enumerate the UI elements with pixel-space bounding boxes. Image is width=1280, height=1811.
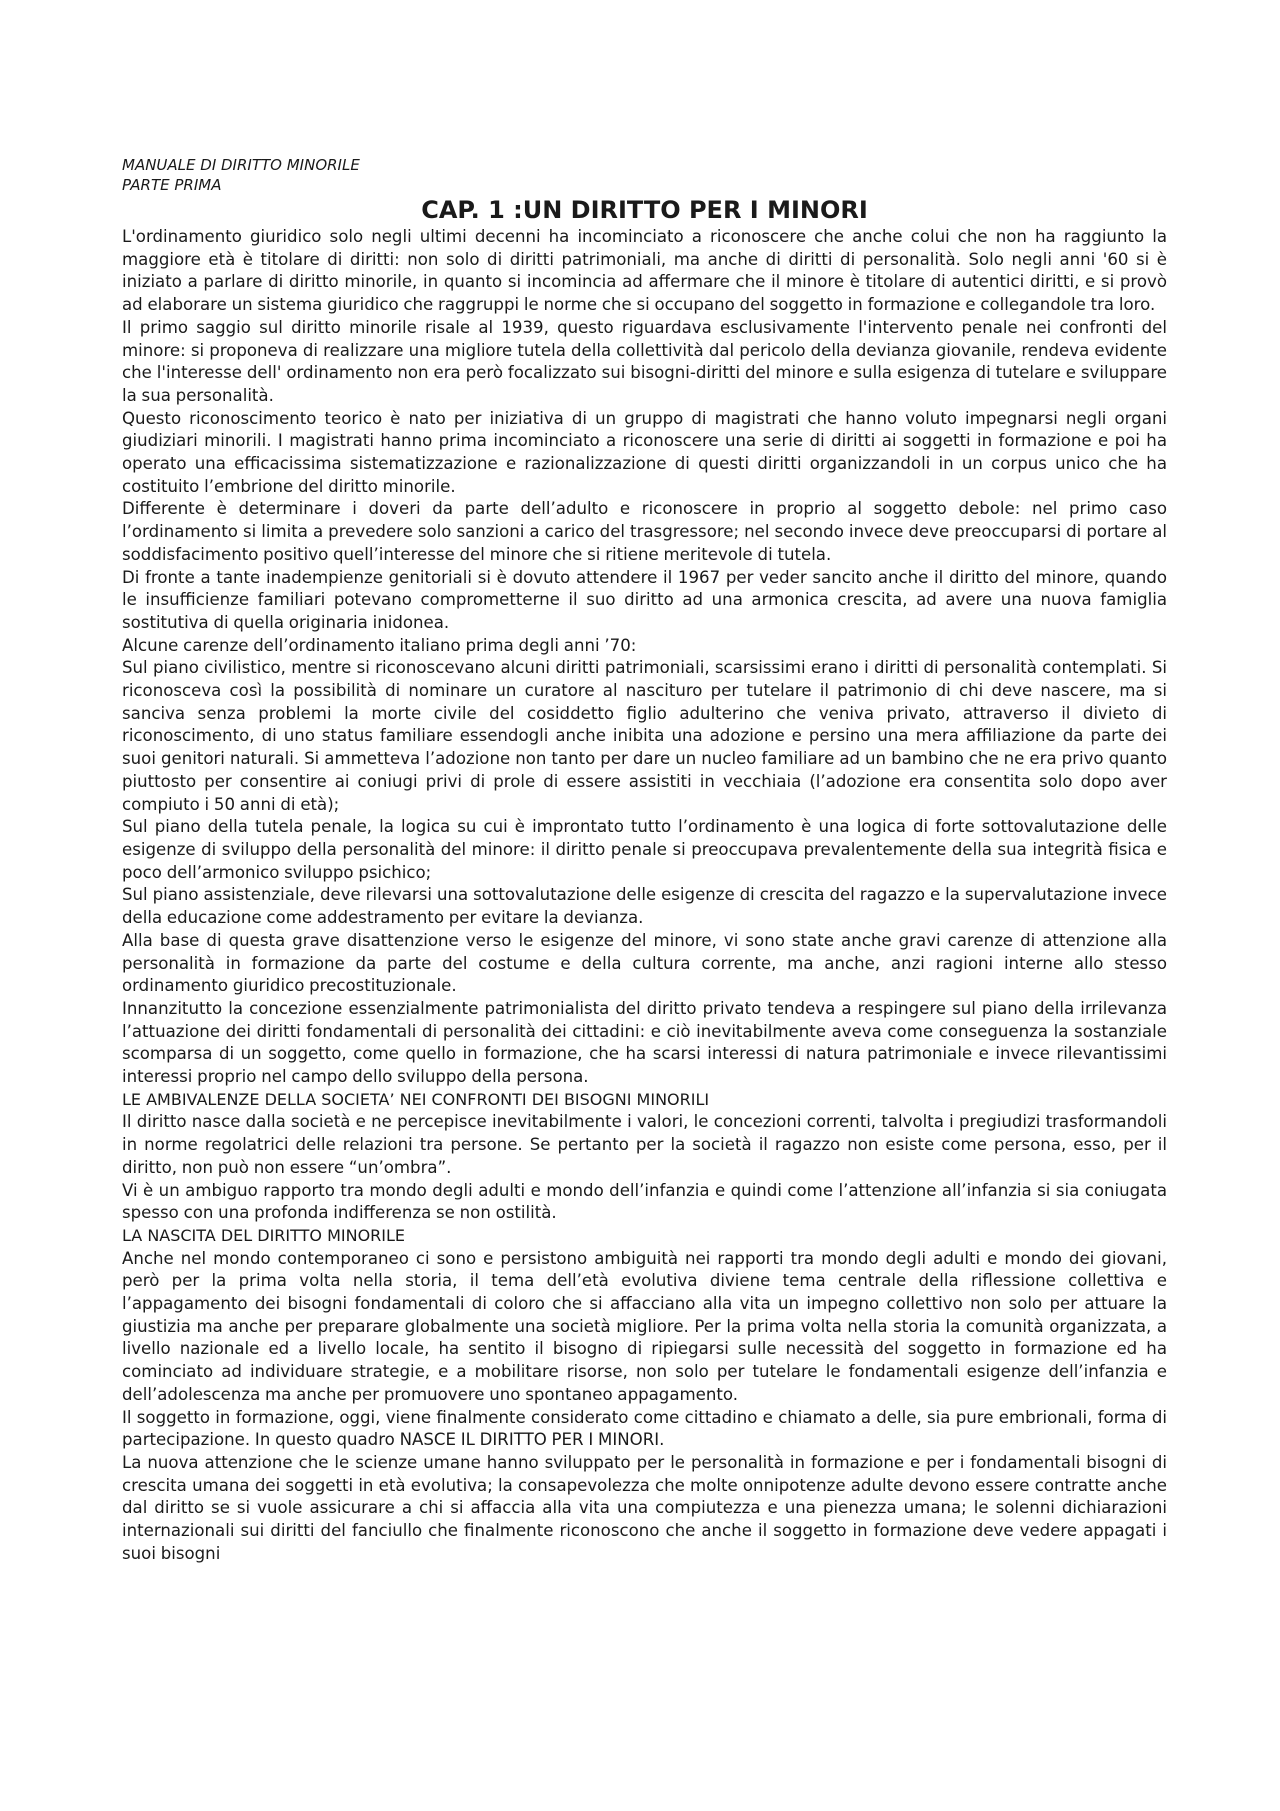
paragraph: Alcune carenze dell’ordinamento italiano prima degli anni ’70: bbox=[122, 635, 637, 655]
chapter-title: CAP. 1 :UN DIRITTO PER I MINORI bbox=[421, 196, 868, 224]
paragraph: Sul piano della tutela penale, la logica su cui è improntato tutto l’ordinamento è una logica di forte sottovalutazione delle esigenze di sviluppo della personalità del minore: il diritto penale si preoccupava prevalentemente della sua integrità fisica e poco dell’armonico sviluppo psichico; bbox=[122, 817, 1167, 882]
header-part: PARTE PRIMA bbox=[122, 176, 222, 194]
paragraph: Il diritto nasce dalla società e ne percepisce inevitabilmente i valori, le concezioni correnti, talvolta i pregiudizi trasformandoli in norme regolatrici delle relazioni tra persone. Se pertanto per la società il ragazzo non esiste come persona, esso, per il diritto, non può non essere “un’ombra”. bbox=[122, 1112, 1167, 1177]
paragraph: Alla base di questa grave disattenzione verso le esigenze del minore, vi sono state anche gravi carenze di attenzione alla personalità in formazione da parte del costume e della cultura corrente, ma anche, anzi ragioni interne allo stesso ordinamento giuridico precostituzionale. bbox=[122, 930, 1167, 996]
paragraph: La nuova attenzione che le scienze umane hanno sviluppato per le personalità in formazione e per i fondamentali bisogni di crescita umana dei soggetti in età evolutiva; la consapevolezza che molte onnipotenze adulte devono essere contratte anche dal diritto se si vuole assicurare a chi si affaccia alla vita una compiutezza e una pienezza umana; le solenni dichiarazioni internazionali sui diritti del fanciullo che finalmente riconoscono che anche il soggetto in formazione deve vedere appagati i suoi bisogni bbox=[122, 1452, 1167, 1563]
paragraph: Il primo saggio sul diritto minorile risale al 1939, questo riguardava esclusivamente l'intervento penale nei confronti del minore: si proponeva di realizzare una migliore tutela della collettività dal pericolo della devianza giovanile, rendeva evidente che l'interesse dell' ordinamento non era però focalizzato sui bisogni-diritti del minore e sulla esigenza di tutelare e sviluppare la sua personalità. bbox=[122, 317, 1167, 405]
paragraph: Questo riconoscimento teorico è nato per iniziativa di un gruppo di magistrati che hanno voluto impegnarsi negli organi giudiziari minorili. I magistrati hanno prima incominciato a riconoscere una serie di diritti ai soggetti in formazione e poi ha operato una efficacissima sistematizzazione e razionalizzazione di questi diritti organizzandoli in un corpus unico che ha costituito l’embrione del diritto minorile. bbox=[122, 408, 1167, 496]
paragraph: Sul piano civilistico, mentre si riconoscevano alcuni diritti patrimoniali, scarsissimi erano i diritti di personalità contemplati. Si riconosceva così la possibilità di nominare un curatore al nascituro per tutelare il patrimonio di chi deve nascere, ma si sanciva senza problemi la morte civile del cosiddetto figlio adulterino che veniva privato, attraverso il divieto di riconoscimento, di uno status familiare essendogli anche inibita una adozione e persino una mera affiliazione da parte dei suoi genitori naturali. Si ammetteva l’adozione non tanto per dare un nucleo familiare ad un bambino che ne era privo quanto piuttosto per consentire ai coniugi privi di prole di essere assistiti in vecchiaia (l’adozione era consentita solo dopo aver compiuto i 50 anni di età); bbox=[122, 658, 1167, 814]
paragraph: Sul piano assistenziale, deve rilevarsi una sottovalutazione delle esigenze di crescita del ragazzo e la supervalutazione invece della educazione come addestramento per evitare la devianza. bbox=[122, 885, 1167, 928]
header-manual-title: MANUALE DI DIRITTO MINORILE bbox=[122, 156, 360, 174]
paragraph: Differente è determinare i doveri da parte dell’adulto e riconoscere in proprio al soggetto debole: nel primo caso l’ordinamento si limita a prevedere solo sanzioni a carico del trasgressore; nel secondo invece deve preoccuparsi di portare al soddisfacimento positivo quell’interesse del minore che si ritiene meritevole di tutela. bbox=[122, 499, 1167, 564]
section-heading: LA NASCITA DEL DIRITTO MINORILE bbox=[122, 1225, 406, 1245]
paragraph: Il soggetto in formazione, oggi, viene finalmente considerato come cittadino e chiamato a delle, sia pure embrionali, forma di partecipazione. In questo quadro NASCE IL DIRITTO PER I MINORI. bbox=[122, 1407, 1167, 1450]
paragraph: Vi è un ambiguo rapporto tra mondo degli adulti e mondo dell’infanzia e quindi come l’attenzione all’infanzia si sia coniugata spesso con una profonda indifferenza se non ostilità. bbox=[122, 1180, 1167, 1223]
paragraph: L'ordinamento giuridico solo negli ultimi decenni ha incominciato a riconoscere che anche colui che non ha raggiunto la maggiore età è titolare di diritti: non solo di diritti patrimoniali, ma anche di diritti di personalità. Solo negli anni '60 si è iniziato a parlare di diritto minorile, in quanto si incomincia ad affermare che il minore è titolare di autentici diritti, e si provò ad elaborare un sistema giuridico che raggruppi le norme che si occupano del soggetto in formazione e collegandole tra loro. bbox=[122, 227, 1167, 315]
paragraph: Di fronte a tante inadempienze genitoriali si è dovuto attendere il 1967 per veder sancito anche il diritto del minore, quando le insufficienze familiari potevano comprometterne il suo diritto ad una armonica crescita, ad avere una nuova famiglia sostitutiva di quella originaria inidonea. bbox=[122, 567, 1167, 632]
section-heading: LE AMBIVALENZE DELLA SOCIETA’ NEI CONFRONTI DEI BISOGNI MINORILI bbox=[122, 1089, 710, 1109]
paragraph: Innanzitutto la concezione essenzialmente patrimonialista del diritto privato tendeva a respingere sul piano della irrilevanza l’attuazione dei diritti fondamentali di personalità dei cittadini: e ciò inevitabilmente aveva come conseguenza la sostanziale scomparsa di un soggetto, come quello in formazione, che ha scarsi interessi di natura patrimoniale e invece rilevantissimi interessi proprio nel campo dello sviluppo della persona. bbox=[122, 998, 1167, 1087]
document-page bbox=[122, 155, 1167, 1785]
paragraph: Anche nel mondo contemporaneo ci sono e persistono ambiguità nei rapporti tra mondo degli adulti e mondo dei giovani, però per la prima volta nella storia, il tema dell’età evolutiva diviene tema centrale della riflessione collettiva e l’appagamento dei bisogni fondamentali di coloro che si affacciano alla vita un impegno collettivo non solo per attuare la giustizia ma anche per preparare globalmente una società migliore. Per la prima volta nella storia la comunità organizzata, a livello nazionale ed a livello locale, ha sentito il bisogno di ripiegarsi sulle necessità del soggetto in formazione ed ha cominciato ad individuare strategie, e a mobilitare risorse, non solo per tutelare le fondamentali esigenze dell’infanzia e dell’adolescenza ma anche per promuovere uno spontaneo appagamento. bbox=[122, 1248, 1167, 1404]
